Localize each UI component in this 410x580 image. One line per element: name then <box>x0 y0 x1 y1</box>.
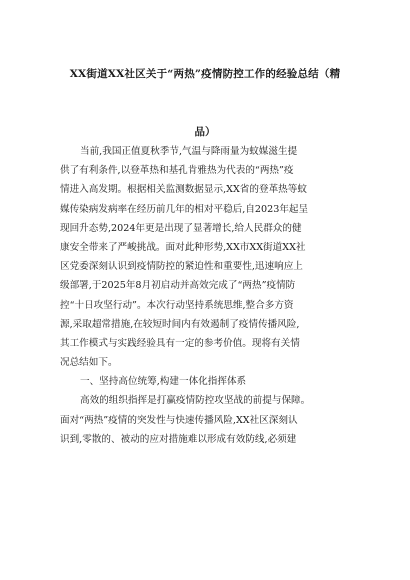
body-line: 当前,我国正值夏秋季节,气温与降雨量为蚊媒滋生提 <box>80 146 298 157</box>
body-line: 源,采取超常措施,在较短时间内有效遏制了疫情传播风险, <box>60 318 300 330</box>
body-line: 康安全带来了严峻挑战。面对此种形势,XX市XX街道XX社 <box>60 241 306 253</box>
document-body <box>60 142 352 449</box>
body-line: 识到,零散的、被动的应对措施难以形成有效防线,必须建 <box>60 433 297 445</box>
body-line: 面对“两热”疫情的突发性与快速传播风险,XX社区深刻认 <box>60 414 298 426</box>
body-line: 现回升态势,2024年更是出现了显著增长,给人民群众的健 <box>60 222 302 234</box>
body-line: 区党委深刻认识到疫情防控的紧迫性和重要性,迅速响应上 <box>60 261 303 273</box>
body-line: 级部署,于2025年8月初启动并高效完成了“两热”疫情防 <box>60 280 296 292</box>
document-title: XX街道XX社区关于“两热”疫情防控工作的经验总结（精 <box>69 68 341 80</box>
body-line: 其工作模式与实践经验具有一定的参考价值。现将有关情 <box>60 337 300 349</box>
document-title-continuation: 品） <box>194 126 216 138</box>
body-line: 高效的组织指挥是打赢疫情防控攻坚战的前提与保障。 <box>80 395 311 407</box>
body-line: 情进入高发期。根据相关监测数据显示,XX省的登革热等蚊 <box>60 184 307 196</box>
body-line: 况总结如下。 <box>60 357 118 369</box>
body-line: 供了有利条件,以登革热和基孔肯雅热为代表的“两热”疫 <box>60 165 294 177</box>
section-heading: 一、坚持高位统筹,构建一体化指挥体系 <box>80 376 247 388</box>
body-line: 媒传染病发病率在经历前几年的相对平稳后,自2023年起呈 <box>60 203 309 215</box>
body-line: 控“十日攻坚行动”。本次行动坚持系统思维,整合多方资 <box>60 299 294 311</box>
